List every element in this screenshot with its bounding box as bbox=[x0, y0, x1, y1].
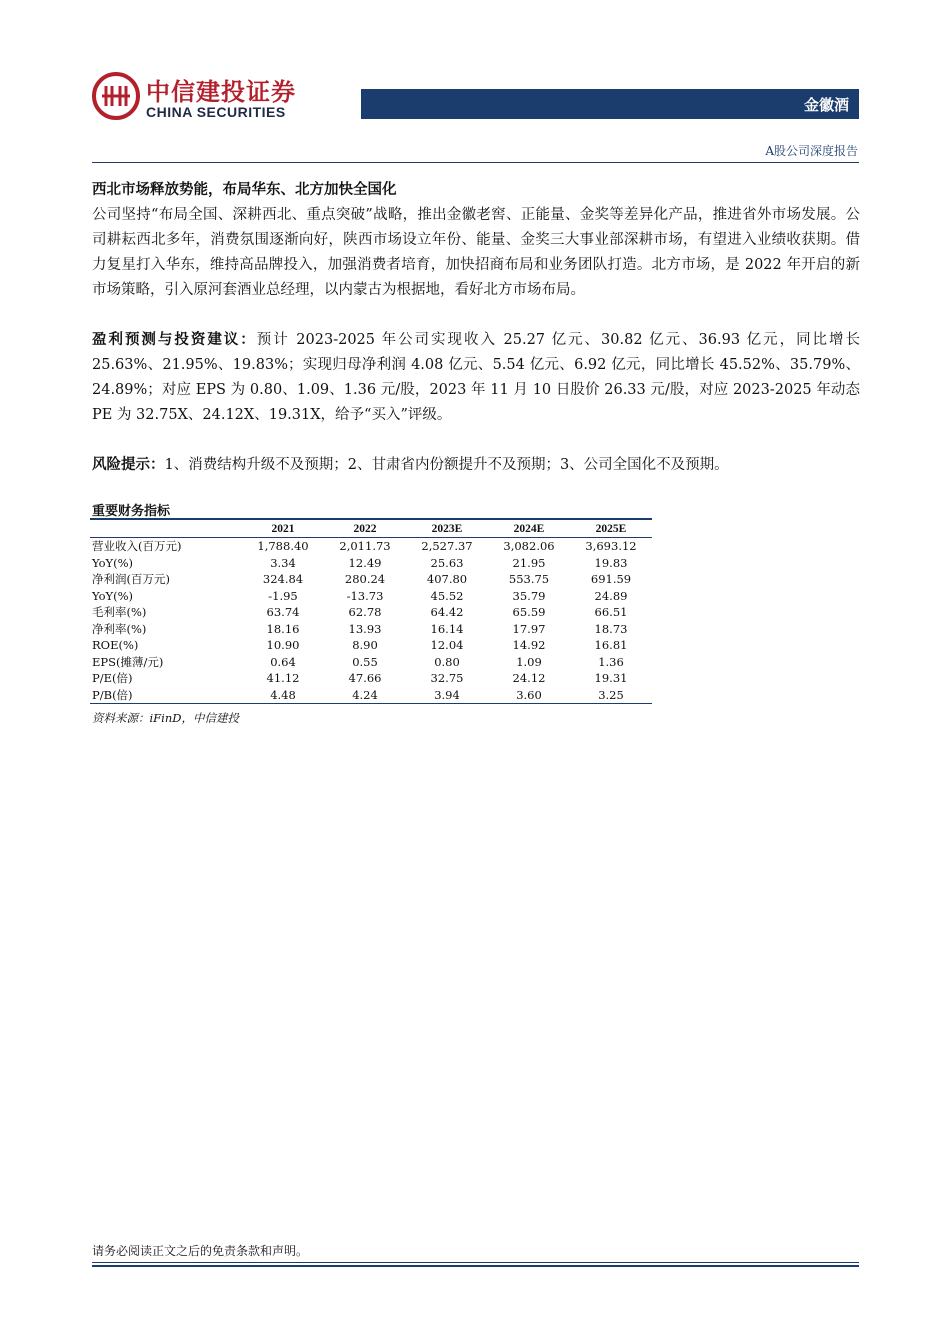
table-cell: 25.63 bbox=[430, 555, 464, 570]
table-cell: -1.95 bbox=[268, 588, 298, 603]
table-cell: 41.12 bbox=[266, 671, 300, 686]
table-cell: 12.04 bbox=[430, 638, 464, 653]
footer-divider bbox=[92, 1262, 859, 1263]
table-cell: 62.78 bbox=[348, 605, 382, 620]
table-cell: 47.66 bbox=[348, 671, 382, 686]
table-cell: 18.73 bbox=[594, 621, 628, 636]
table-cell: 8.90 bbox=[352, 638, 378, 653]
row-label: YoY(%) bbox=[92, 588, 134, 603]
table-cell: 4.24 bbox=[324, 687, 406, 704]
table-cell: -13.73 bbox=[346, 588, 384, 603]
table-cell: 2,011.73 bbox=[339, 539, 391, 554]
table-header-row bbox=[90, 519, 652, 538]
table-row bbox=[90, 588, 652, 605]
risk-lead: 风险提示： bbox=[92, 457, 165, 473]
risk-body: 1、消费结构升级不及预期；2、甘肃省内份额提升不及预期；3、公司全国化不及预期。 bbox=[164, 457, 729, 473]
disclaimer: 请务必阅读正文之后的免责条款和声明。 bbox=[92, 1244, 309, 1258]
table-cell: 1,788.40 bbox=[257, 539, 309, 554]
footer-divider-thick bbox=[92, 1265, 859, 1267]
table-cell: 3,082.06 bbox=[503, 539, 555, 554]
table-row bbox=[90, 687, 652, 704]
row-label: P/E(倍) bbox=[92, 671, 133, 686]
table-cell: 2,527.37 bbox=[421, 539, 473, 554]
row-label: 净利率(%) bbox=[92, 621, 147, 636]
header-divider bbox=[92, 162, 859, 163]
china-securities-logo-icon bbox=[92, 72, 140, 120]
table-cell: 1.09 bbox=[516, 654, 542, 669]
table-cell: 24.89 bbox=[594, 588, 628, 603]
table-row bbox=[90, 571, 652, 588]
row-label: P/B(倍) bbox=[90, 687, 242, 704]
column-header: 2021 bbox=[242, 519, 324, 538]
table-row bbox=[90, 654, 652, 671]
logo-chinese-name: 中信建投证券 bbox=[146, 78, 296, 106]
report-type: A股公司深度报告 bbox=[765, 144, 858, 158]
table-cell: 3.34 bbox=[270, 555, 296, 570]
table-cell: 21.95 bbox=[512, 555, 546, 570]
column-header bbox=[90, 519, 242, 538]
column-header: 2022 bbox=[324, 519, 406, 538]
table-cell: 19.83 bbox=[594, 555, 628, 570]
table-cell: 0.64 bbox=[270, 654, 296, 669]
table-cell: 0.55 bbox=[352, 654, 378, 669]
table-cell: 1.36 bbox=[598, 654, 624, 669]
table-cell: 24.12 bbox=[512, 671, 546, 686]
section-forecast bbox=[92, 328, 860, 428]
table-cell: 35.79 bbox=[512, 588, 546, 603]
table-cell: 691.59 bbox=[590, 572, 632, 587]
table-row bbox=[90, 538, 652, 555]
section-body: 公司坚持“布局全国、深耕西北、重点突破”战略，推出金徽老窖、正能量、金奖等差异化产品，推进省外市场发展。公司耕耘西北多年，消费氛围逐渐向好，陕西市场设立年份、能量、金奖三大事业部深耕市场，有望进入业绩收获期。借力复星打入华东，维持高品牌投入，加强消费者培育，加快招商布局和业务团队打造。北方市场，是 2022 年开启的新市场策略，引入原河套酒业总经理，以内蒙古为根据地，看好北方市场布局。 bbox=[92, 207, 860, 298]
table-row bbox=[90, 637, 652, 654]
table-cell: 3.94 bbox=[406, 687, 488, 704]
table-cell: 13.93 bbox=[348, 621, 382, 636]
table-row bbox=[90, 621, 652, 638]
table-row bbox=[90, 555, 652, 572]
financial-table bbox=[90, 518, 652, 704]
column-header: 2023E bbox=[406, 519, 488, 538]
table-cell: 18.16 bbox=[266, 621, 300, 636]
table-cell: 280.24 bbox=[344, 572, 386, 587]
logo-english-name: CHINA SECURITIES bbox=[146, 104, 286, 120]
column-header: 2024E bbox=[488, 519, 570, 538]
section-heading: 西北市场释放势能，布局华东、北方加快全国化 bbox=[92, 182, 397, 198]
row-label: YoY(%) bbox=[92, 555, 134, 570]
table-cell: 17.97 bbox=[512, 621, 546, 636]
section-risk bbox=[92, 453, 860, 478]
table-cell: 45.52 bbox=[430, 588, 464, 603]
table-row bbox=[90, 670, 652, 687]
table-cell: 32.75 bbox=[430, 671, 464, 686]
row-label: ROE(%) bbox=[92, 638, 139, 653]
table-cell: 4.48 bbox=[242, 687, 324, 704]
table-cell: 16.81 bbox=[594, 638, 628, 653]
column-header: 2025E bbox=[570, 519, 652, 538]
table-cell: 324.84 bbox=[262, 572, 304, 587]
table-cell: 553.75 bbox=[508, 572, 550, 587]
table-cell: 12.49 bbox=[348, 555, 382, 570]
table-cell: 14.92 bbox=[512, 638, 546, 653]
table-cell: 10.90 bbox=[266, 638, 300, 653]
table-cell: 3,693.12 bbox=[585, 539, 637, 554]
table-cell: 3.25 bbox=[570, 687, 652, 704]
table-title: 重要财务指标 bbox=[92, 504, 171, 519]
company-logo bbox=[92, 70, 322, 122]
row-label: 营业收入(百万元) bbox=[92, 539, 182, 554]
forecast-lead: 盈利预测与投资建议： bbox=[92, 332, 257, 348]
table-cell: 64.42 bbox=[430, 605, 464, 620]
table-cell: 0.80 bbox=[434, 654, 460, 669]
section-market bbox=[92, 178, 860, 303]
table-row bbox=[90, 604, 652, 621]
table-cell: 65.59 bbox=[512, 605, 546, 620]
row-label: 净利润(百万元) bbox=[92, 572, 170, 587]
company-name: 金徽酒 bbox=[803, 96, 849, 114]
company-name-bar bbox=[361, 89, 859, 119]
forecast-body: 预计 2023-2025 年公司实现收入 25.27 亿元、30.82 亿元、36.93 亿元，同比增长 25.63%、21.95%、19.83%；实现归母净利润 4.08 亿元、5.54 亿元、6.92 亿元，同比增长 45.52%、35.79%、24.89%；对应 EPS 为 0.80、1.09、1.36 元/股，2023 年 11 月 10 日股价 26.33 元/股，对应 2023-2025 年动态 PE 为 32.75X、24.12X、19.31X，给予“买入”评级。 bbox=[92, 332, 861, 423]
table-source: 资料来源：iFinD，中信建投 bbox=[92, 711, 239, 725]
table-cell: 63.74 bbox=[266, 605, 300, 620]
table-cell: 3.60 bbox=[488, 687, 570, 704]
table-cell: 19.31 bbox=[594, 671, 628, 686]
row-label: 毛利率(%) bbox=[92, 605, 147, 620]
table-cell: 407.80 bbox=[426, 572, 468, 587]
table-cell: 16.14 bbox=[430, 621, 464, 636]
row-label: EPS(摊薄/元) bbox=[92, 654, 164, 669]
table-cell: 66.51 bbox=[594, 605, 628, 620]
